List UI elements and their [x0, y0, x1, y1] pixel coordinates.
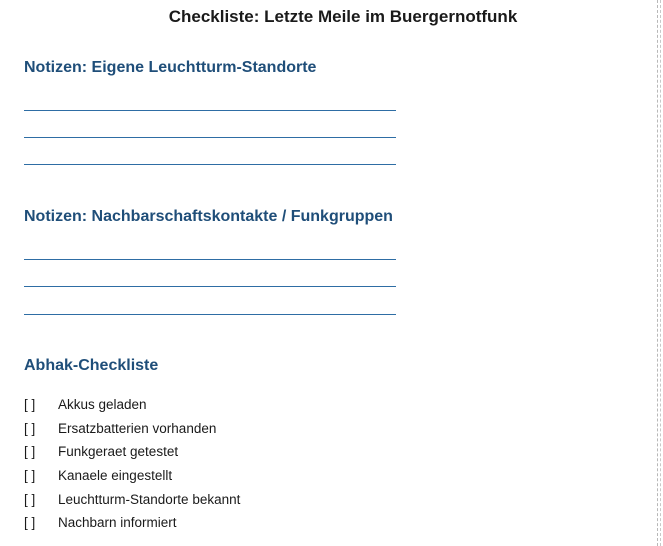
checklist-item-leuchtturm	[24, 487, 240, 511]
checklist-item-akkus	[24, 393, 240, 417]
checkbox-placeholder: [ ]	[24, 515, 36, 531]
checklist-item-nachbarn	[24, 511, 240, 535]
checklist-item-kanaele	[24, 464, 240, 488]
section-heading-nachbarschaftskontakte: Notizen: Nachbarschaftskontakte / Funkgruppen	[24, 208, 393, 225]
checklist-item-label: Nachbarn informiert	[58, 515, 177, 531]
note-line	[24, 314, 396, 315]
checkbox-placeholder: [ ]	[24, 468, 36, 484]
note-line	[24, 259, 396, 260]
checklist	[24, 393, 240, 535]
checklist-item-label: Kanaele eingestellt	[58, 468, 173, 484]
checkbox-placeholder: [ ]	[24, 397, 36, 413]
checkbox-placeholder: [ ]	[24, 420, 36, 436]
note-line	[24, 137, 396, 138]
checklist-item-ersatzbatterien	[24, 417, 240, 441]
page-edge	[660, 0, 662, 546]
note-line	[24, 164, 396, 165]
checklist-item-funkgeraet	[24, 440, 240, 464]
section-heading-leuchtturm-standorte: Notizen: Eigene Leuchtturm-Standorte	[24, 59, 317, 76]
page-title: Checkliste: Letzte Meile im Buergernotfunk	[168, 7, 518, 26]
section-heading-abhak-checkliste: Abhak-Checkliste	[24, 357, 159, 374]
checkbox-placeholder: [ ]	[24, 491, 36, 507]
checklist-item-label: Funkgeraet getestet	[58, 444, 179, 460]
checklist-item-label: Leuchtturm-Standorte bekannt	[58, 491, 241, 507]
checklist-item-label: Akkus geladen	[58, 397, 147, 413]
note-line	[24, 286, 396, 287]
checklist-item-label: Ersatzbatterien vorhanden	[58, 420, 217, 436]
checkbox-placeholder: [ ]	[24, 444, 36, 460]
note-line	[24, 110, 396, 111]
